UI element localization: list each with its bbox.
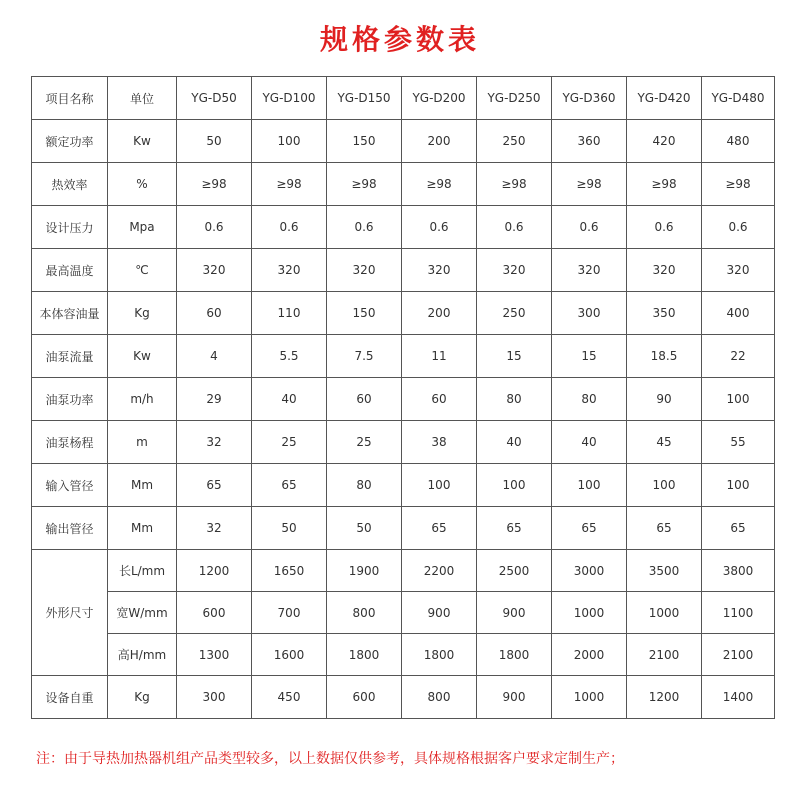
- value-cell: 2200: [402, 550, 477, 592]
- footnote: 注：由于导热加热器机组产品类型较多，以上数据仅供参考，具体规格根据客户要求定制生产；: [36, 751, 624, 767]
- value-cell: 60: [402, 378, 477, 421]
- value-cell: 1800: [477, 634, 552, 676]
- value-cell: ≥98: [477, 163, 552, 206]
- value-cell: 900: [477, 676, 552, 719]
- value-cell: 4: [177, 335, 252, 378]
- row-unit-cell: ℃: [108, 249, 177, 292]
- model-header-cell: YG-D50: [177, 77, 252, 120]
- value-cell: 25: [327, 421, 402, 464]
- value-cell: 450: [252, 676, 327, 719]
- table-row: [32, 464, 775, 507]
- value-cell: 320: [252, 249, 327, 292]
- value-cell: 50: [327, 507, 402, 550]
- value-cell: 1100: [702, 592, 775, 634]
- value-cell: 600: [177, 592, 252, 634]
- value-cell: ≥98: [177, 163, 252, 206]
- row-name-cell: 热效率: [32, 163, 108, 206]
- row-unit-cell: m/h: [108, 378, 177, 421]
- header-row: [32, 77, 775, 120]
- row-name-cell: 本体容油量: [32, 292, 108, 335]
- value-cell: 1400: [702, 676, 775, 719]
- value-cell: 900: [402, 592, 477, 634]
- row-name-cell: 设备自重: [32, 676, 108, 719]
- value-cell: 600: [327, 676, 402, 719]
- value-cell: 80: [477, 378, 552, 421]
- value-cell: 320: [177, 249, 252, 292]
- value-cell: 40: [252, 378, 327, 421]
- row-unit-cell: m: [108, 421, 177, 464]
- value-cell: 100: [402, 464, 477, 507]
- dimension-unit-cell: 长L/mm: [108, 550, 177, 592]
- value-cell: 250: [477, 120, 552, 163]
- value-cell: 1900: [327, 550, 402, 592]
- value-cell: 65: [252, 464, 327, 507]
- spec-table: [31, 76, 775, 719]
- value-cell: 320: [702, 249, 775, 292]
- value-cell: 400: [702, 292, 775, 335]
- value-cell: ≥98: [327, 163, 402, 206]
- table-row: [32, 421, 775, 464]
- table-row: [32, 120, 775, 163]
- model-header-cell: YG-D480: [702, 77, 775, 120]
- value-cell: ≥98: [252, 163, 327, 206]
- value-cell: 18.5: [627, 335, 702, 378]
- value-cell: 40: [552, 421, 627, 464]
- value-cell: 1000: [552, 592, 627, 634]
- value-cell: 1600: [252, 634, 327, 676]
- value-cell: 350: [627, 292, 702, 335]
- row-unit-cell: Mm: [108, 507, 177, 550]
- value-cell: 50: [177, 120, 252, 163]
- value-cell: 100: [627, 464, 702, 507]
- value-cell: 100: [702, 378, 775, 421]
- value-cell: 1650: [252, 550, 327, 592]
- value-cell: ≥98: [552, 163, 627, 206]
- table-row: [32, 206, 775, 249]
- row-unit-cell: Mm: [108, 464, 177, 507]
- value-cell: 900: [477, 592, 552, 634]
- value-cell: 320: [627, 249, 702, 292]
- value-cell: 480: [702, 120, 775, 163]
- dimension-row: [32, 634, 775, 676]
- value-cell: 1200: [177, 550, 252, 592]
- value-cell: 320: [477, 249, 552, 292]
- model-header-cell: YG-D200: [402, 77, 477, 120]
- value-cell: 65: [177, 464, 252, 507]
- value-cell: 360: [552, 120, 627, 163]
- value-cell: 0.6: [477, 206, 552, 249]
- model-header-cell: YG-D100: [252, 77, 327, 120]
- row-name-cell: 输入管径: [32, 464, 108, 507]
- header-name-cell: 项目名称: [32, 77, 108, 120]
- value-cell: 100: [702, 464, 775, 507]
- value-cell: 7.5: [327, 335, 402, 378]
- value-cell: 700: [252, 592, 327, 634]
- row-name-cell: 油泵杨程: [32, 421, 108, 464]
- value-cell: 300: [552, 292, 627, 335]
- dimension-name-cell: 外形尺寸: [32, 550, 108, 676]
- value-cell: 800: [402, 676, 477, 719]
- value-cell: 80: [327, 464, 402, 507]
- value-cell: 15: [552, 335, 627, 378]
- value-cell: ≥98: [402, 163, 477, 206]
- value-cell: 65: [552, 507, 627, 550]
- value-cell: 55: [702, 421, 775, 464]
- value-cell: 45: [627, 421, 702, 464]
- dimension-row: [32, 592, 775, 634]
- value-cell: 1000: [552, 676, 627, 719]
- value-cell: 0.6: [252, 206, 327, 249]
- row-name-cell: 油泵流量: [32, 335, 108, 378]
- value-cell: 200: [402, 120, 477, 163]
- value-cell: 110: [252, 292, 327, 335]
- value-cell: 22: [702, 335, 775, 378]
- value-cell: 90: [627, 378, 702, 421]
- value-cell: 100: [477, 464, 552, 507]
- table-row: [32, 249, 775, 292]
- dimension-unit-cell: 宽W/mm: [108, 592, 177, 634]
- value-cell: 32: [177, 421, 252, 464]
- value-cell: 3800: [702, 550, 775, 592]
- value-cell: 300: [177, 676, 252, 719]
- model-header-cell: YG-D150: [327, 77, 402, 120]
- row-name-cell: 设计压力: [32, 206, 108, 249]
- value-cell: 0.6: [177, 206, 252, 249]
- value-cell: 40: [477, 421, 552, 464]
- value-cell: 100: [252, 120, 327, 163]
- value-cell: 60: [177, 292, 252, 335]
- row-name-cell: 油泵功率: [32, 378, 108, 421]
- value-cell: 15: [477, 335, 552, 378]
- table-row: [32, 507, 775, 550]
- dimension-row: [32, 550, 775, 592]
- value-cell: 200: [402, 292, 477, 335]
- value-cell: 0.6: [327, 206, 402, 249]
- value-cell: 29: [177, 378, 252, 421]
- table-row: [32, 335, 775, 378]
- value-cell: 25: [252, 421, 327, 464]
- value-cell: 150: [327, 120, 402, 163]
- value-cell: 1000: [627, 592, 702, 634]
- value-cell: 2500: [477, 550, 552, 592]
- model-header-cell: YG-D360: [552, 77, 627, 120]
- value-cell: 2000: [552, 634, 627, 676]
- value-cell: 3000: [552, 550, 627, 592]
- value-cell: 100: [552, 464, 627, 507]
- value-cell: 38: [402, 421, 477, 464]
- value-cell: 11: [402, 335, 477, 378]
- value-cell: 1300: [177, 634, 252, 676]
- value-cell: 5.5: [252, 335, 327, 378]
- row-unit-cell: Kg: [108, 292, 177, 335]
- value-cell: 60: [327, 378, 402, 421]
- value-cell: 1800: [402, 634, 477, 676]
- value-cell: 0.6: [702, 206, 775, 249]
- row-unit-cell: Kw: [108, 335, 177, 378]
- value-cell: 2100: [702, 634, 775, 676]
- row-name-cell: 最高温度: [32, 249, 108, 292]
- model-header-cell: YG-D250: [477, 77, 552, 120]
- dimension-unit-cell: 高H/mm: [108, 634, 177, 676]
- model-header-cell: YG-D420: [627, 77, 702, 120]
- page-title: 规格参数表: [319, 23, 480, 56]
- value-cell: 800: [327, 592, 402, 634]
- value-cell: 65: [627, 507, 702, 550]
- value-cell: 0.6: [552, 206, 627, 249]
- value-cell: 420: [627, 120, 702, 163]
- value-cell: 0.6: [402, 206, 477, 249]
- row-unit-cell: Kg: [108, 676, 177, 719]
- row-name-cell: 输出管径: [32, 507, 108, 550]
- value-cell: 320: [552, 249, 627, 292]
- row-name-cell: 额定功率: [32, 120, 108, 163]
- value-cell: 2100: [627, 634, 702, 676]
- value-cell: 1800: [327, 634, 402, 676]
- row-unit-cell: %: [108, 163, 177, 206]
- value-cell: 150: [327, 292, 402, 335]
- value-cell: 320: [402, 249, 477, 292]
- row-unit-cell: Mpa: [108, 206, 177, 249]
- value-cell: ≥98: [702, 163, 775, 206]
- value-cell: 32: [177, 507, 252, 550]
- value-cell: 65: [477, 507, 552, 550]
- value-cell: 250: [477, 292, 552, 335]
- value-cell: 50: [252, 507, 327, 550]
- value-cell: ≥98: [627, 163, 702, 206]
- row-unit-cell: Kw: [108, 120, 177, 163]
- value-cell: 1200: [627, 676, 702, 719]
- value-cell: 3500: [627, 550, 702, 592]
- table-row: [32, 163, 775, 206]
- table-row: [32, 292, 775, 335]
- value-cell: 320: [327, 249, 402, 292]
- header-unit-cell: 单位: [108, 77, 177, 120]
- value-cell: 0.6: [627, 206, 702, 249]
- value-cell: 65: [702, 507, 775, 550]
- table-row: [32, 378, 775, 421]
- table-row: [32, 676, 775, 719]
- value-cell: 65: [402, 507, 477, 550]
- value-cell: 80: [552, 378, 627, 421]
